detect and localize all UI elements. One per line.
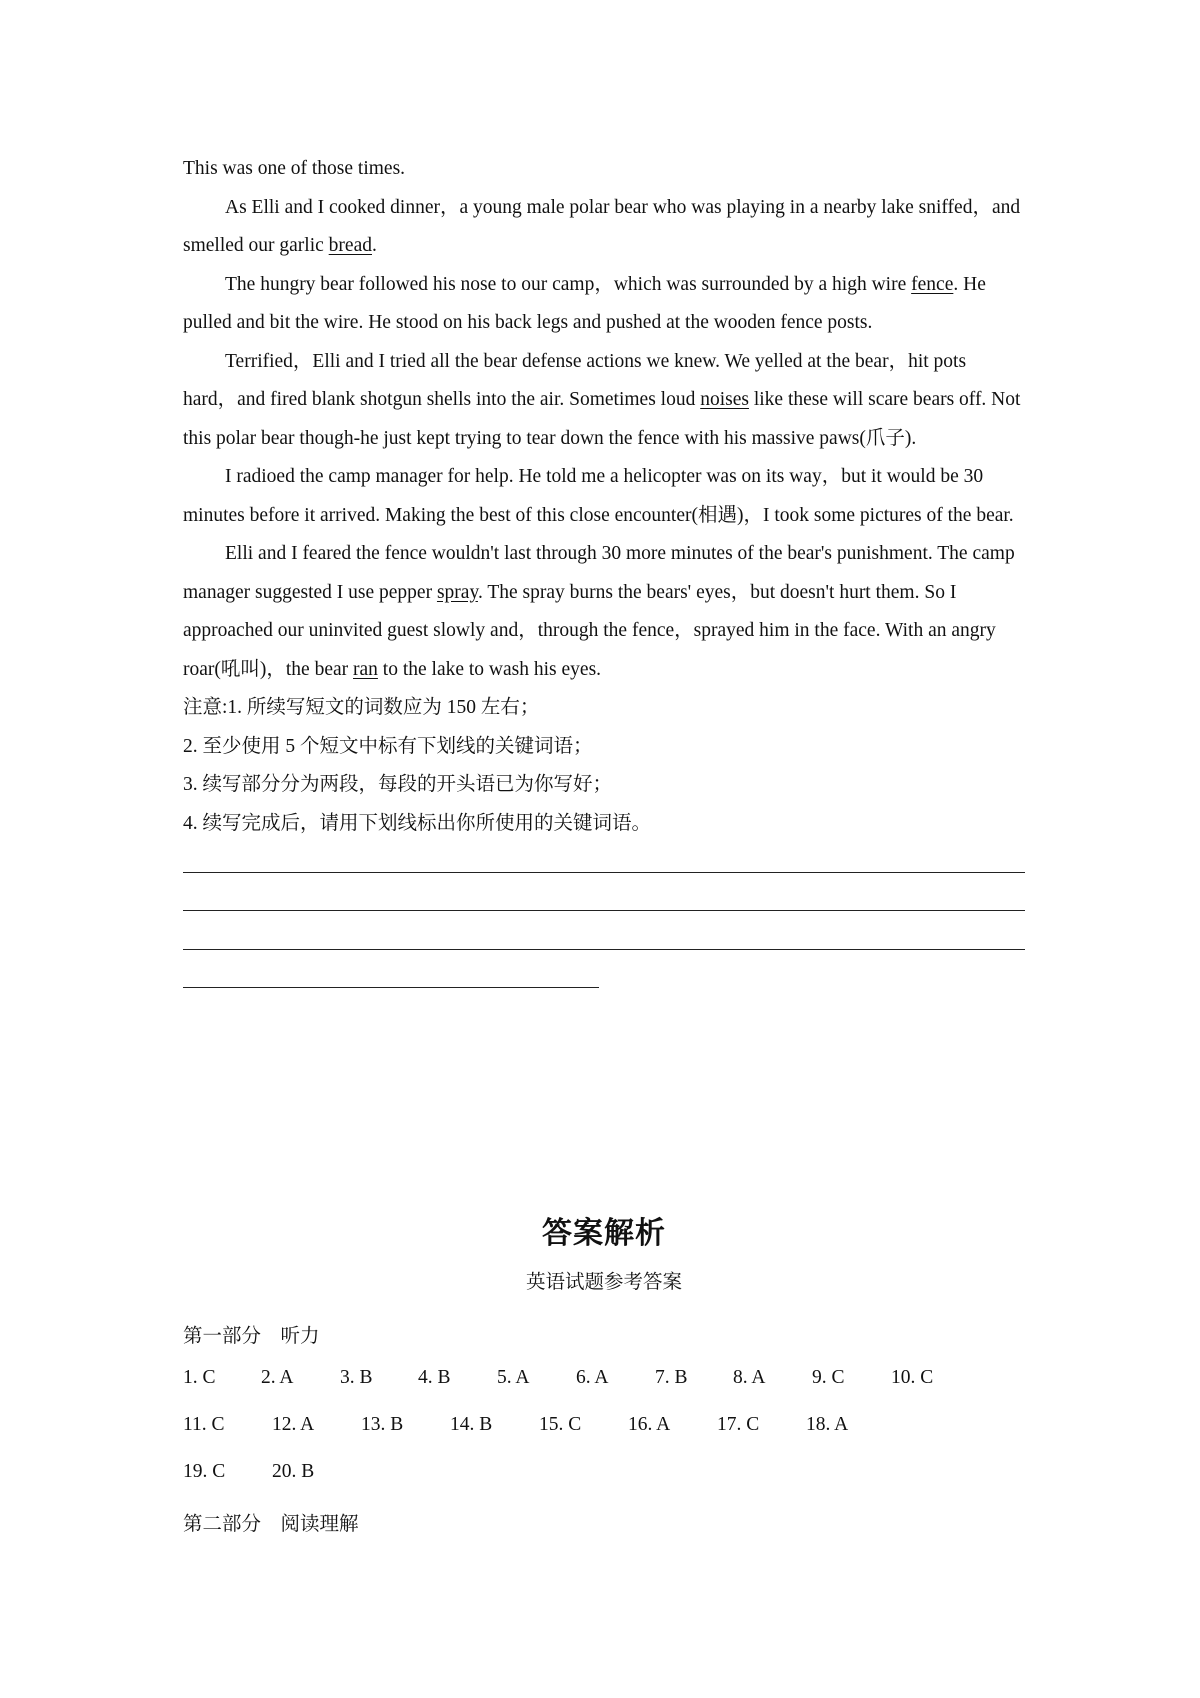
keyword-bread: bread — [328, 235, 372, 256]
answer-item: 11. C — [183, 1414, 225, 1435]
paragraph-6-text: Elli and I feared the fence wouldn't last through 30 more minutes of the bear's punishment. The camp manager suggested I use pepper — [183, 543, 1015, 603]
paragraph-3-text: The hungry bear followed his nose to our camp，which was surrounded by a high wire — [225, 273, 912, 295]
section-reading: 第二部分 阅读理解 — [183, 1514, 359, 1535]
paragraph-1-text: This was one of those times. — [183, 158, 406, 179]
writing-line — [183, 920, 1025, 959]
answer-item: 3. B — [340, 1367, 373, 1388]
note-1: 注意:1. 所续写短文的词数应为 150 左右； — [183, 697, 540, 718]
paragraph-3 — [183, 266, 1025, 343]
paragraph-6-end: to the lake to wash his eyes. — [377, 658, 602, 680]
answer-subtitle: 英语试题参考答案 — [525, 1272, 682, 1293]
keyword-fence: fence — [911, 273, 954, 295]
answer-item: 17. C — [717, 1414, 760, 1435]
answer-item: 7. B — [655, 1367, 688, 1388]
answer-item: 20. B — [272, 1461, 315, 1482]
paragraph-5-text: I radioed the camp manager for help. He told me a helicopter was on its way，but it would be 30 minutes before it arrived. Making the best of this close encounter(相遇)，I took some pictures of the bear. — [183, 466, 1014, 526]
section-listening: 第一部分 听力 — [183, 1326, 320, 1347]
paragraph-3-end: . He pulled and bit the wire. He stood on his back legs and pushed at the wooden fence posts. — [183, 273, 986, 333]
writing-line — [183, 959, 1025, 998]
answer-item: 19. C — [183, 1461, 226, 1482]
answer-item: 2. A — [261, 1367, 294, 1388]
paragraph-2-end: . — [371, 235, 377, 256]
answer-item: 16. A — [628, 1414, 671, 1435]
paragraph-5 — [183, 458, 1025, 535]
answer-item: 18. A — [806, 1414, 849, 1435]
answer-item: 10. C — [891, 1367, 934, 1388]
paragraph-4-text: Terrified，Elli and I tried all the bear defense actions we knew. We yelled at the bear，hit pots hard，and fired blank shotgun shells into the air. Sometimes loud — [183, 350, 967, 410]
paragraph-4-end: like these will scare bears off. Not this polar bear though-he just kept trying to tear down the fence with his massive paws(爪子). — [183, 389, 1021, 449]
keyword-ran: ran — [353, 658, 378, 680]
note-4: 4. 续写完成后，请用下划线标出你所使用的关键词语。 — [183, 812, 652, 834]
paragraph-1 — [183, 150, 1025, 189]
paragraph-4 — [183, 343, 1025, 459]
note-3: 3. 续写部分分为两段，每段的开头语已为你写好； — [183, 774, 613, 795]
answer-item: 4. B — [418, 1367, 451, 1388]
answer-item: 6. A — [576, 1367, 609, 1388]
paragraph-6-middle: . The spray burns the bears' eyes，but doesn't hurt them. So I approached our uninvited guest slowly and，through the fence，sprayed him in the face. With an angry roar(吼叫)，the bear — [183, 581, 996, 680]
answer-title: 答案解析 — [542, 1216, 666, 1251]
answer-item: 12. A — [272, 1414, 315, 1435]
keyword-noises: noises — [700, 389, 749, 410]
keyword-spray: spray — [436, 581, 478, 603]
answer-item: 1. C — [183, 1367, 216, 1388]
answer-item: 5. A — [497, 1367, 530, 1388]
paragraph-2-text: As Elli and I cooked dinner，a young male polar bear who was playing in a nearby lake sniffed，and smelled our garlic — [183, 196, 1021, 256]
answer-item: 8. A — [733, 1367, 766, 1388]
writing-line — [183, 843, 1025, 882]
paragraph-6 — [183, 535, 1025, 689]
answer-item: 15. C — [539, 1414, 582, 1435]
answer-item: 9. C — [812, 1367, 845, 1388]
passage — [183, 150, 1025, 997]
paragraph-2 — [183, 189, 1025, 266]
answer-item: 13. B — [361, 1414, 404, 1435]
writing-line — [183, 882, 1025, 921]
answer-item: 14. B — [450, 1414, 493, 1435]
note-2: 2. 至少使用 5 个短文中标有下划线的关键词语； — [183, 735, 593, 757]
